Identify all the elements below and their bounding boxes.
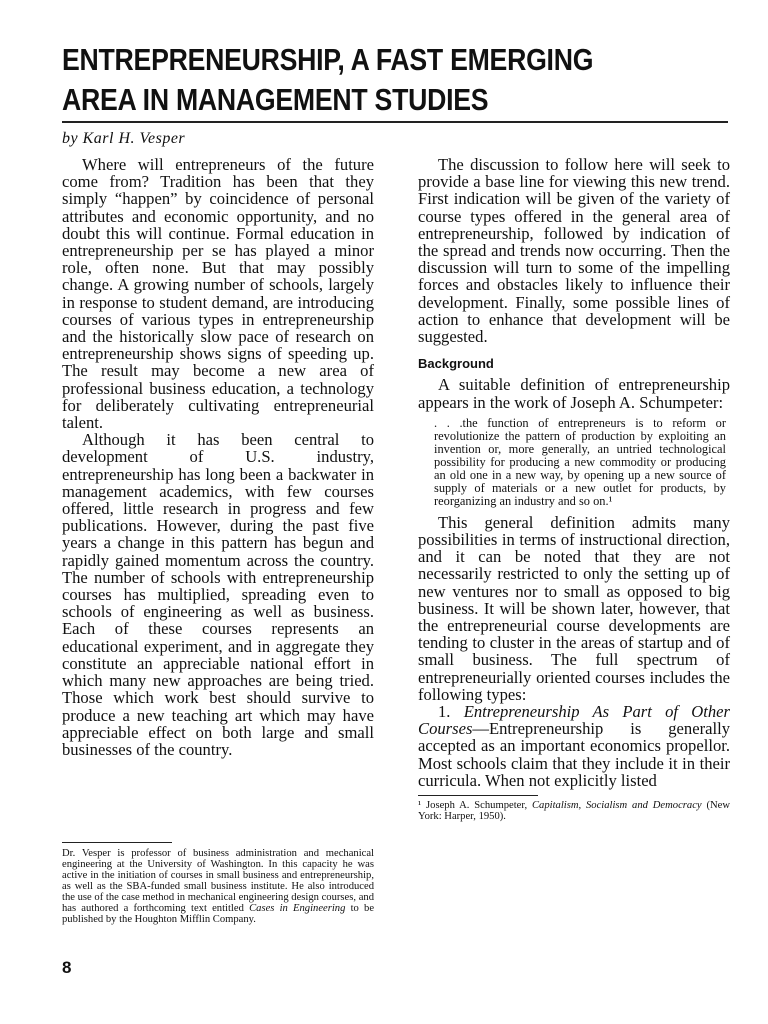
list-item-1: [418, 703, 730, 789]
author-bio-note: [62, 848, 374, 925]
bio-text-end: to be published by the Houghton Mifflin Company.: [62, 903, 375, 925]
title-line-2: AREA IN MANAGEMENT STUDIES: [62, 82, 489, 117]
footnote-prefix: ¹ Joseph A. Schumpeter,: [418, 800, 528, 812]
item-number: 1.: [438, 702, 451, 722]
footnote-suffix: (New York: Harper, 1950).: [418, 800, 730, 823]
left-paragraph-1: Where will entrepreneurs of the future come from? Tradition has been that they simply “happen” by coincidence of personal attributes and economic opportunity, and no doubt this will continue. Formal education in entrepreneurship per se has played a minor role, often none. But that may possibly change. A growing number of schools, largely in response to student demand, are introducing courses of various types in entrepreneurship and the historically slow pace of research on entrepreneurship shows signs of speeding up. The result may become a new area of professional business education, a technology for deliberately cultivating entrepreneurial talent.: [62, 155, 374, 433]
schumpeter-quote: . . .the function of entrepreneurs is to reform or revolutionize the pattern of production by exploiting an invention or, more generally, an untried technological possibility for producing a new commodity or producing an old one in a new way, by opening up a new source of supply of materials or a new outlet for products, by reorganizing an industry and so on.¹: [434, 415, 726, 508]
item-text: —Entrepreneurship is generally accepted as an important economics propellor. Most schools claim that they include it in their curricula. When not explicitly listed: [418, 719, 730, 790]
background-paragraph-2: This general definition admits many possibilities in terms of instructional direction, and it can be noted that they are not necessarily restricted to only the setting up of new ventures nor to small as opposed to big business. It will be shown later, however, that the entrepreneurial course developments are tending to cluster in the areas of startup and of small business. The full spectrum of entrepreneurially oriented courses includes the following types:: [418, 512, 730, 704]
item-title: Entrepreneurship As Part of Other Courses: [418, 702, 730, 739]
title-line-1: ENTREPRENEURSHIP, A FAST EMERGING: [62, 42, 594, 77]
footnote-rule: [418, 795, 538, 796]
left-column: [62, 156, 374, 758]
page-number: 8: [62, 958, 72, 977]
byline: by Karl H. Vesper: [62, 130, 186, 147]
bio-rule: [62, 842, 172, 843]
left-paragraph-2: Although it has been central to development of U.S. industry, entrepreneurship has long been a backwater in management academics, with few courses offered, little research in progress and few publications. However, during the past five years a change in this pattern has begun and rapidly gained momentum across the country. The number of schools with entrepreneurship courses has multiplied, spreading even to schools of engineering as well as business. Each of these courses represents an educational experiment, and in aggregate they constitute an appreciable national effort in which many new approaches are being tried. Those which work best should survive to produce a new teaching art which may have appreciable effect on both large and small businesses of the country.: [62, 430, 374, 759]
right-column: [418, 156, 730, 822]
bio-text: Dr. Vesper is professor of business administration and mechanical engineering at the University of Washington. In this capacity he was active in the initiation of courses in small business and entrepreneurship, as well as the SBA-funded small business institute. He also introduced the use of the case method in mechanical engineering design courses, and has authored a forthcoming text entitled: [62, 848, 374, 914]
right-intro-paragraph: The discussion to follow here will seek to provide a base line for viewing this new trend. First indication will be given of the variety of course types offered in the general area of entrepreneurship, followed by indication of the spread and trends now occurring. Then the discussion will turn to some of the impelling forces and obstacles likely to influence their development. Finally, some possible lines of action to enhance that development will be suggested.: [418, 155, 730, 347]
footnote-book-title: Capitalism, Socialism and Democracy: [531, 800, 702, 812]
footnote-1: [418, 800, 730, 822]
article-title: [62, 40, 647, 120]
title-rule: [62, 121, 728, 123]
background-heading: Background: [418, 356, 494, 372]
bio-book-title: Cases in Engineering: [249, 903, 346, 914]
background-paragraph-1: A suitable definition of entrepreneurship appears in the work of Joseph A. Schumpeter:: [418, 375, 730, 412]
